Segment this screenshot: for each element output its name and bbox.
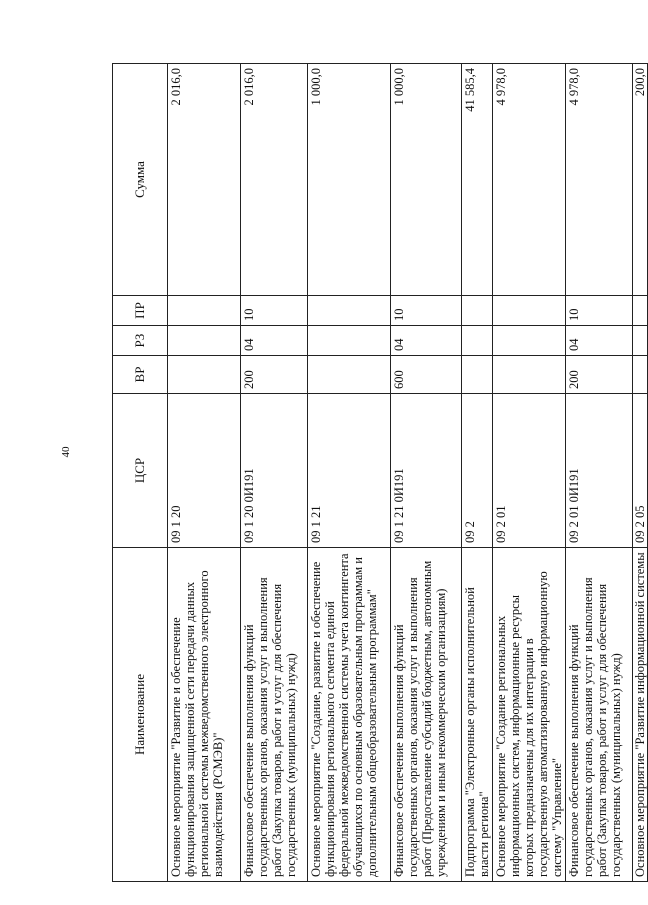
cell-csr: 09 2 05 <box>633 394 648 548</box>
cell-vr <box>308 356 391 394</box>
cell-rz: 04 <box>391 326 462 356</box>
header-name: Наименование <box>113 548 168 882</box>
cell-pr <box>462 296 493 326</box>
cell-sum: 4 978,0 <box>566 64 633 296</box>
cell-pr: 10 <box>566 296 633 326</box>
header-sum: Сумма <box>113 64 168 296</box>
cell-csr: 09 2 01 0И191 <box>566 394 633 548</box>
cell-sum: 2 016,0 <box>168 64 241 296</box>
cell-name: Основное мероприятие "Создание региональных информационных систем, информационные ресурсы которых предназначены для их интеграции в государственную автоматизированную информационную систему "Управление" <box>493 548 566 882</box>
cell-csr: 09 1 21 <box>308 394 391 548</box>
cell-rz <box>308 326 391 356</box>
cell-pr <box>168 296 241 326</box>
cell-name: Финансовое обеспечение выполнения функций государственных органов, оказания услуг и выполнения работ (Закупка товаров, работ и услуг для обеспечения государственных (муниципальных) нужд) <box>566 548 633 882</box>
cell-rz: 04 <box>241 326 308 356</box>
cell-name: Основное мероприятие "Создание, развитие и обеспечение функционирования регионального сегмента единой федеральной межведомственной системы учета контингента обучающихся по основным образовательным программам и дополнительным общеобразовательным программам" <box>308 548 391 882</box>
cell-csr: 09 1 20 0И191 <box>241 394 308 548</box>
table-row <box>168 64 241 882</box>
table-row <box>241 64 308 882</box>
cell-sum: 2 016,0 <box>241 64 308 296</box>
cell-csr: 09 1 21 0И191 <box>391 394 462 548</box>
cell-rz <box>633 326 648 356</box>
table-row <box>633 64 648 882</box>
header-rz: РЗ <box>113 326 168 356</box>
table-row <box>391 64 462 882</box>
budget-table-container <box>112 64 647 882</box>
table-row <box>493 64 566 882</box>
cell-sum: 4 978,0 <box>493 64 566 296</box>
cell-rz <box>462 326 493 356</box>
cell-rz: 04 <box>566 326 633 356</box>
cell-sum: 200,0 <box>633 64 648 296</box>
header-csr: ЦСР <box>113 394 168 548</box>
cell-rz <box>493 326 566 356</box>
cell-csr: 09 1 20 <box>168 394 241 548</box>
cell-vr: 200 <box>566 356 633 394</box>
cell-name: Основное мероприятие "Развитие и обеспечение функционирования защищенной сети передачи данных региональной системы межведомственного электронного взаимодействия (РСМЭВ)" <box>168 548 241 882</box>
cell-name: Финансовое обеспечение выполнения функций государственных органов, оказания услуг и выполнения работ (Закупка товаров, работ и услуг для обеспечения государственных (муниципальных) нужд) <box>241 548 308 882</box>
cell-pr <box>308 296 391 326</box>
table-row <box>308 64 391 882</box>
cell-pr <box>493 296 566 326</box>
cell-vr: 600 <box>391 356 462 394</box>
cell-vr <box>168 356 241 394</box>
cell-sum: 1 000,0 <box>391 64 462 296</box>
table-row <box>566 64 633 882</box>
cell-pr: 10 <box>391 296 462 326</box>
cell-sum: 41 585,4 <box>462 64 493 296</box>
budget-table <box>112 63 648 882</box>
cell-csr: 09 2 01 <box>493 394 566 548</box>
cell-pr <box>633 296 648 326</box>
header-row <box>113 64 168 882</box>
header-vr: ВР <box>113 356 168 394</box>
cell-csr: 09 2 <box>462 394 493 548</box>
cell-name: Основное мероприятие "Развитие информационной системы <box>633 548 648 882</box>
page-number: 40 <box>60 446 72 458</box>
header-pr: ПР <box>113 296 168 326</box>
cell-name: Подпрограмма "Электронные органы исполнительной власти региона" <box>462 548 493 882</box>
table-row <box>462 64 493 882</box>
cell-vr: 200 <box>241 356 308 394</box>
cell-sum: 1 000,0 <box>308 64 391 296</box>
cell-vr <box>493 356 566 394</box>
cell-pr: 10 <box>241 296 308 326</box>
cell-rz <box>168 326 241 356</box>
cell-name: Финансовое обеспечение выполнения функций государственных органов, оказания услуг и выполнения работ (Предоставление субсидий бюджетным, автономным учреждениям и иным некоммерческим организациям) <box>391 548 462 882</box>
cell-vr <box>462 356 493 394</box>
cell-vr <box>633 356 648 394</box>
